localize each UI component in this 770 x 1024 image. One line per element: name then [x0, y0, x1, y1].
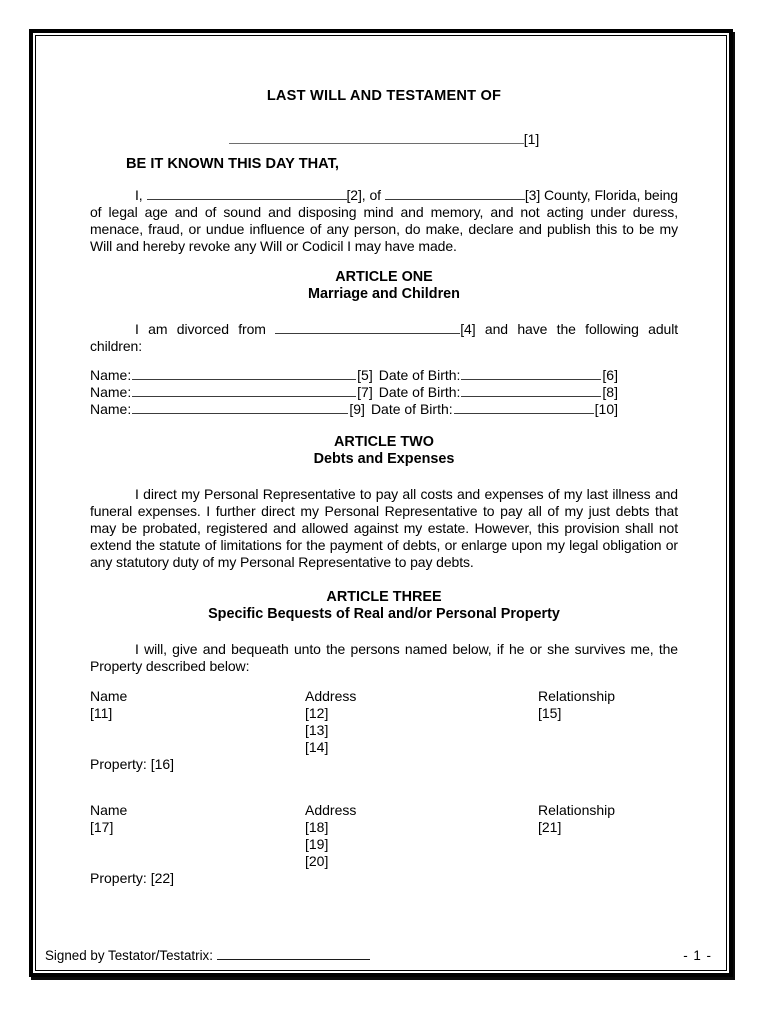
column-header-relationship: Relationship: [538, 688, 616, 704]
testator-name-line: [90, 131, 678, 148]
children-list: [90, 367, 618, 418]
bequest-address-field-12[interactable]: [12]: [305, 705, 329, 721]
property-line-1: [90, 756, 686, 773]
child-dob-label: Date of Birth:: [378, 384, 461, 400]
bequest-table-2: [90, 802, 686, 870]
empty-cell: [538, 739, 686, 756]
child-name-label: Name:: [90, 367, 132, 383]
testator-name-blank-field[interactable]: [229, 131, 524, 144]
bracket-ref-2: [2],: [346, 187, 366, 203]
child-row: [90, 401, 618, 418]
testator-signature-blank-field[interactable]: [217, 949, 370, 960]
signature-line: [45, 948, 370, 964]
column-header-name: Name: [90, 802, 128, 818]
document-border-frame: [29, 29, 733, 977]
bracket-ref-1: [1]: [523, 131, 540, 147]
property-label: Property:: [90, 756, 147, 772]
bequest-address-field-13[interactable]: [13]: [305, 722, 329, 738]
empty-cell: [538, 853, 686, 870]
intro-text-3: County, Florida, being of legal age and of sound and disposing mind and memory, and not acting under duress, menace, fraud, or undue influence of any person, do make, declare and publish this to be my Will and hereby revoke any Will or Codicil I may have made.: [90, 187, 678, 254]
bequest-name-field-17[interactable]: [17]: [90, 819, 114, 835]
child-name-label: Name:: [90, 401, 132, 417]
empty-cell: [90, 853, 305, 870]
child-row: [90, 384, 618, 401]
child-dob-label: Date of Birth:: [378, 367, 461, 383]
bequest-entry-1: [90, 688, 686, 773]
divorced-paragraph: [90, 321, 678, 355]
child-name-blank-field-7[interactable]: [132, 384, 356, 397]
bracket-ref-6: [6]: [602, 367, 618, 383]
child-dob-blank-field-6[interactable]: [461, 367, 601, 380]
document-content: [36, 36, 726, 948]
bequest-address-field-20[interactable]: [20]: [305, 853, 329, 869]
bequest-entry-2: [90, 802, 686, 887]
child-row: [90, 367, 618, 384]
child-name-blank-field-9[interactable]: [132, 401, 348, 414]
property-label: Property:: [90, 870, 147, 886]
bequest-name-field-11[interactable]: [11]: [90, 705, 113, 721]
child-dob-label: Date of Birth:: [370, 401, 453, 417]
signed-by-label: Signed by Testator/Testatrix:: [45, 948, 213, 963]
empty-cell: [90, 739, 305, 756]
article-three-subheading: Specific Bequests of Real and/or Personal Property: [208, 606, 560, 622]
bequest-table-1: [90, 688, 686, 756]
page-number: - 1 -: [683, 948, 712, 963]
bracket-ref-10: [10]: [594, 401, 618, 417]
county-blank-field-3[interactable]: [385, 187, 525, 200]
testator-blank-field-2[interactable]: [147, 187, 347, 200]
article-two-subheading: Debts and Expenses: [313, 451, 455, 467]
bequest-property-field-22[interactable]: [22]: [150, 870, 175, 886]
article-two-heading-block: [90, 434, 678, 468]
intro-text-2: of: [369, 187, 381, 203]
bequest-address-field-18[interactable]: [18]: [305, 819, 329, 835]
known-heading: BE IT KNOWN THIS DAY THAT,: [126, 156, 339, 172]
empty-cell: [538, 722, 686, 739]
article-one-heading: ARTICLE ONE: [335, 269, 433, 285]
column-header-address: Address: [305, 802, 357, 818]
column-header-relationship: Relationship: [538, 802, 616, 818]
child-name-label: Name:: [90, 384, 132, 400]
bequest-address-field-14[interactable]: [14]: [305, 739, 329, 755]
bracket-ref-4: [4]: [460, 321, 476, 337]
empty-cell: [90, 722, 305, 739]
bequest-address-field-19[interactable]: [19]: [305, 836, 329, 852]
page-footer: [36, 948, 726, 970]
child-dob-blank-field-10[interactable]: [454, 401, 594, 414]
article-one-subheading: Marriage and Children: [308, 286, 460, 302]
spouse-name-blank-field-4[interactable]: [275, 321, 460, 334]
page-title: LAST WILL AND TESTAMENT OF: [266, 88, 502, 104]
bracket-ref-8: [8]: [602, 384, 618, 400]
bracket-ref-5: [5]: [357, 367, 373, 383]
document-inner-frame: [35, 35, 727, 971]
article-three-heading: ARTICLE THREE: [326, 589, 442, 605]
bequest-relationship-field-15[interactable]: [15]: [538, 705, 562, 721]
bracket-ref-3: [3]: [524, 187, 541, 203]
article-one-heading-block: [90, 269, 678, 303]
column-header-name: Name: [90, 688, 128, 704]
divorced-text-1: I am divorced from: [135, 321, 266, 337]
column-header-address: Address: [305, 688, 357, 704]
child-dob-blank-field-8[interactable]: [461, 384, 601, 397]
debts-paragraph: I direct my Personal Representative to pay all costs and expenses of my last illness and funeral expenses. I further direct my Personal Representative to pay all of my just debts that may be probated, registered and allowed against my estate. However, this provision shall not extend the statute of limitations for the payment of debts, or enlarge upon my legal obligation or any statutory duty of my Personal Representative to pay debts.: [90, 486, 678, 570]
article-two-heading: ARTICLE TWO: [334, 434, 434, 450]
intro-text-1: I,: [135, 187, 143, 203]
bequest-intro-paragraph: I will, give and bequeath unto the persons named below, if he or she survives me, the Property described below:: [90, 641, 678, 674]
property-line-2: [90, 870, 686, 887]
bequest-relationship-field-21[interactable]: [21]: [538, 819, 562, 835]
intro-paragraph: [90, 187, 678, 255]
bracket-ref-7: [7]: [357, 384, 373, 400]
article-three-heading-block: [90, 589, 678, 623]
bracket-ref-9: [9]: [349, 401, 365, 417]
empty-cell: [90, 836, 305, 853]
child-name-blank-field-5[interactable]: [132, 367, 356, 380]
bequest-property-field-16[interactable]: [16]: [150, 756, 175, 772]
divorced-text-2: and have the following adult children:: [90, 321, 678, 354]
empty-cell: [538, 836, 686, 853]
